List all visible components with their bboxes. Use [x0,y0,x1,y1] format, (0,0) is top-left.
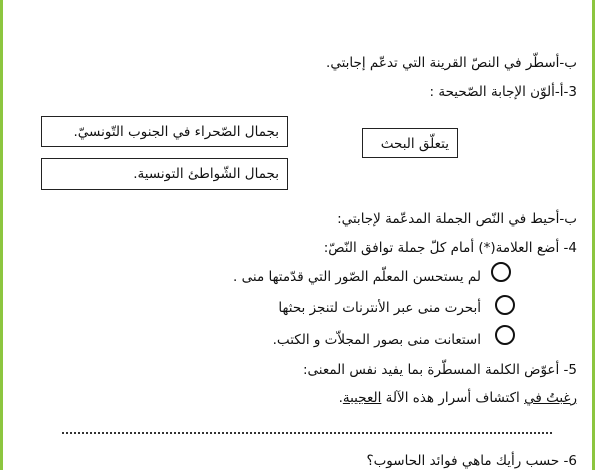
option-desert[interactable]: بجمال الصّحراء في الجنوب التّونسيّ. [41,116,288,147]
question-6-computer-benefits: 6- حسب رأيك ماهي فوائد الحاسوب؟ [366,453,577,469]
statement-3: استعانت منى بصور المجلاّت و الكتب. [272,332,481,348]
statement-1-mark-circle[interactable] [491,262,511,282]
question-4-mark-statements: 4- أضع العلامة(*) أمام كلّ جملة توافق النّصّ: [323,240,577,256]
underlined-word-ajiba: العجيبة [342,390,382,406]
question-5-sentence [339,389,577,407]
option-research-topic[interactable]: يتعلّق البحث [362,128,458,158]
option-beaches[interactable]: بجمال الشّواطئ التونسية. [41,158,288,190]
left-border [0,0,3,470]
statement-1: لم يستحسن المعلّم الصّور التي قدّمتها منى . [233,269,481,285]
question-b-underline-clue: ب-أسطّر في النصّ القرينة التي تدعّم إجابتي. [326,55,577,71]
answer-dotted-line[interactable] [62,422,552,434]
statement-3-mark-circle[interactable] [495,325,515,345]
question-b-circle-sentence: ب-أحيط في النّص الجملة المدعّمة لإجابتي: [337,211,577,227]
question-5-replace-word: 5- أعوّض الكلمة المسطّرة بما يفيد نفس المعنى: [302,362,577,378]
statement-2-mark-circle[interactable] [495,295,515,315]
sentence-middle: اكتشاف أسرار هذه الآلة [381,390,525,406]
sentence-end: . [338,390,343,406]
statement-2: أبحرت منى عبر الأنترنات لتنجز بحثها [278,300,481,316]
underlined-word-raghbtu-fi: رغبتُ في [524,390,577,406]
question-3-color-answer: 3-أ-ألوّن الإجابة الصّحيحة : [429,84,577,100]
